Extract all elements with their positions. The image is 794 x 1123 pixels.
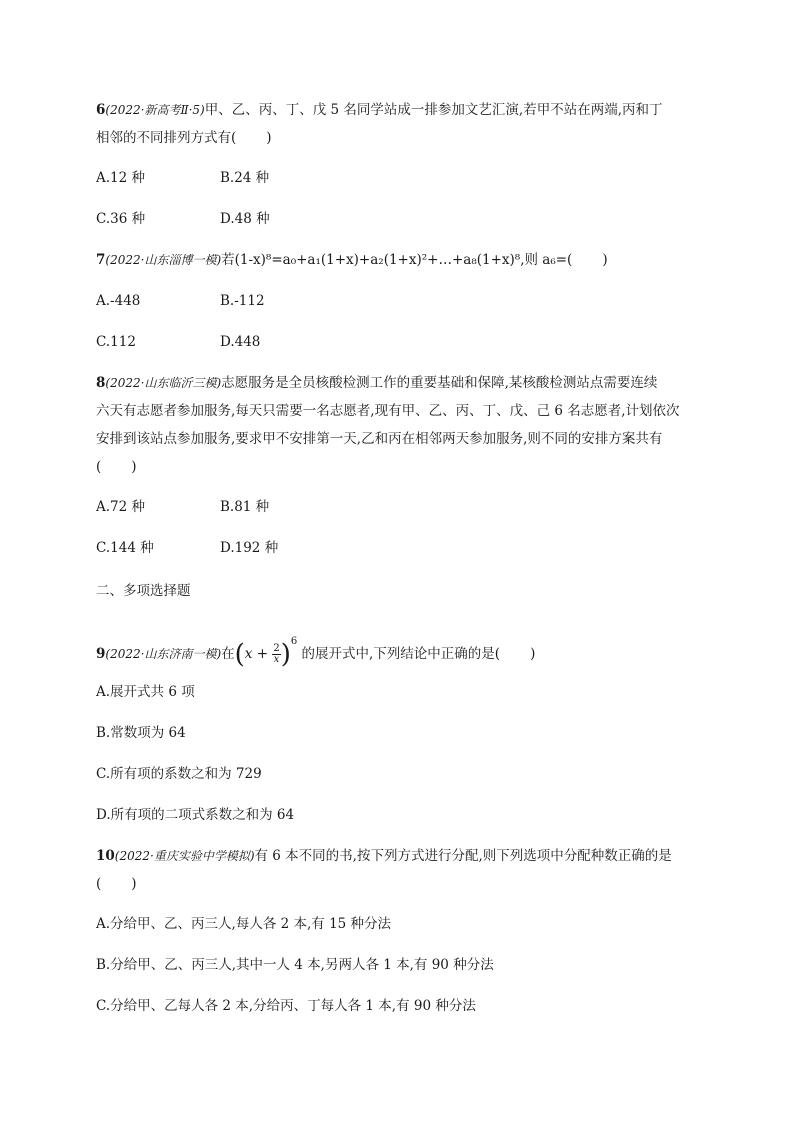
option-c: C.144 种: [96, 540, 154, 556]
question-8-line4: [96, 457, 716, 477]
math-operator: +: [256, 646, 269, 662]
question-stem-line: 若(1-x)⁸=a₀+a₁(1+x)+a₂(1+x)²+…+a₈(1+x)⁸,则 a₆=(: [221, 252, 573, 268]
option-b: B.81 种: [220, 499, 270, 515]
question-prefix: 在: [221, 646, 235, 662]
question-8: [96, 373, 716, 393]
question-number: 6: [96, 102, 106, 118]
question-source: (2022·新高考Ⅱ·5): [105, 103, 205, 117]
question-stem-line: 六天有志愿者参加服务,每天只需要一名志愿者,现有甲、乙、丙、丁、戊、己 6 名志愿者,计划依次: [96, 403, 680, 419]
option-a: A.12 种: [96, 170, 146, 186]
option-a: A.展开式共 6 项: [96, 684, 195, 700]
option-c: C.分给甲、乙每人各 2 本,分给丙、丁每人各 1 本,有 90 种分法: [96, 998, 476, 1014]
answer-paren-close: ): [530, 646, 536, 662]
fraction-denominator: x: [273, 654, 280, 665]
question-6: [96, 100, 716, 120]
question-6-line2: [96, 128, 716, 148]
question-source: (2022·重庆实验中学模拟): [114, 849, 255, 863]
question-source: (2022·山东济南一模): [105, 647, 222, 661]
question-stem-line: 安排到该站点参加服务,要求甲不安排第一天,乙和丙在相邻两天参加服务,则不同的安排方案共有: [96, 431, 663, 447]
option-d: D.所有项的二项式系数之和为 64: [96, 807, 295, 823]
answer-paren-open: (: [96, 459, 102, 475]
question-stem-line: 的展开式中,下列结论中正确的是(: [301, 646, 501, 662]
math-variable: x: [244, 646, 253, 662]
question-number: 7: [96, 252, 106, 268]
question-10: [96, 846, 716, 866]
option-c: C.112: [96, 334, 136, 350]
question-10-line2: [96, 874, 716, 894]
option-d: D.48 种: [220, 211, 270, 227]
question-stem-line: 志愿服务是全员核酸检测工作的重要基础和保障,某核酸检测站点需要连续: [221, 375, 658, 391]
question-stem-line: 相邻的不同排列方式有(: [96, 130, 237, 146]
math-fraction: [272, 644, 280, 665]
option-c: C.所有项的系数之和为 729: [96, 766, 262, 782]
option-d: D.192 种: [220, 540, 279, 556]
option-a: A.72 种: [96, 499, 146, 515]
open-paren-glyph: (: [234, 639, 245, 670]
question-source: (2022·山东淄博一模): [105, 253, 222, 267]
answer-paren-close: ): [131, 459, 137, 475]
question-7: [96, 250, 716, 270]
option-b: B.-112: [220, 293, 265, 309]
section-title: 二、多项选择题: [96, 583, 191, 599]
option-c: C.36 种: [96, 211, 146, 227]
question-source: (2022·山东临沂三模): [105, 376, 222, 390]
fraction-numerator: 2: [273, 643, 280, 654]
close-paren-glyph: ): [280, 639, 291, 670]
option-a: A.分给甲、乙、丙三人,每人各 2 本,有 15 种分法: [96, 916, 392, 932]
option-a: A.-448: [96, 293, 141, 309]
option-b: B.常数项为 64: [96, 725, 186, 741]
answer-paren-close: ): [266, 130, 272, 146]
answer-paren-close: ): [602, 252, 608, 268]
question-stem-line: 有 6 本不同的书,按下列方式进行分配,则下列选项中分配种数正确的是: [254, 848, 672, 864]
question-9: [96, 632, 716, 670]
question-stem-line: 甲、乙、丙、丁、戊 5 名同学站成一排参加文艺汇演,若甲不站在两端,丙和丁: [204, 102, 663, 118]
question-number: 9: [96, 646, 106, 662]
math-exponent: 6: [290, 636, 298, 647]
question-number: 8: [96, 375, 106, 391]
option-b: B.24 种: [220, 170, 270, 186]
option-b: B.分给甲、乙、丙三人,其中一人 4 本,另两人各 1 本,有 90 种分法: [96, 957, 494, 973]
option-d: D.448: [220, 334, 261, 350]
answer-paren-close: ): [131, 876, 137, 892]
question-number: 10: [96, 848, 115, 864]
answer-paren-open: (: [96, 876, 102, 892]
